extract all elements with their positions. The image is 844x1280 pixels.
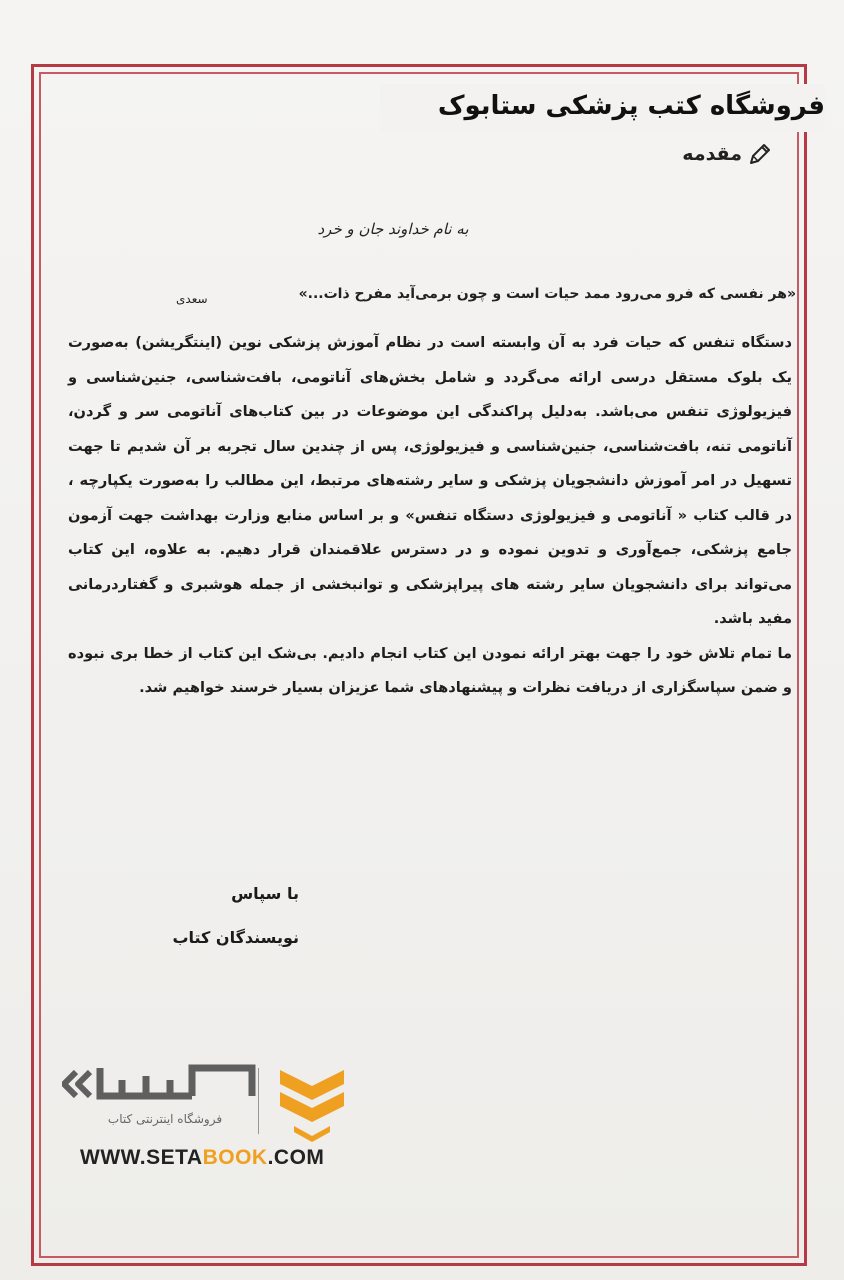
- closing-authors: نویسندگان کتاب: [172, 928, 299, 947]
- url-accent: BOOK: [202, 1146, 268, 1169]
- url-part: .COM: [267, 1146, 325, 1169]
- website-url: [80, 1146, 324, 1170]
- paragraph: ما تمام تلاش خود را جهت بهتر ارائه نمودن این کتاب انجام دادیم. بی‌شک این کتاب از خطا بری نبوده و ضمن سپاسگزاری از دریافت نظرات و پیشنهادهای شما عزیزان بسیار خرسند خواهیم شد.: [68, 644, 792, 696]
- introduction-body: [68, 326, 792, 706]
- paragraph: دستگاه تنفس که حیات فرد به آن وابسته است در نظام آموزش پزشکی نوین (اینتگریشن) به‌صورت یک بلوک مستقل درسی ارائه می‌گردد و شامل بخش‌های آناتومی، بافت‌شناسی، جنین‌شناسی و فیزیولوژی تنفس می‌باشد. به‌دلیل پراکندگی این موضوعات در بین کتاب‌های آناتومی سر و گردن، آناتومی تنه، بافت‌شناسی، جنین‌شناسی و فیزیولوژی، پس از چندین سال تجربه بر آن شدیم تا جهت تسهیل در امر آموزش دانشجویان پزشکی و سایر رشته‌های مرتبط، این مطالب را به‌صورت یکپارچه ، در قالب کتاب « آناتومی و فیزیولوژی دستگاه تنفس» و بر اساس منابع وزارت بهداشت جهت آزمون جامع پزشکی، جمع‌آوری و تدوین نموده و در دسترس علاقمندان قرار دهیم. به علاوه، این کتاب می‌تواند برای دانشجویان سایر رشته های پیراپزشکی و توانبخشی از جمله هوشبری و گفتاردرمانی مفید باشد.: [68, 334, 792, 627]
- epigraph-quote: «هر نفسی که فرو می‌رود ممد حیات است و چون برمی‌آید مفرح ذات...»: [298, 286, 796, 302]
- epigraph-author: سعدی: [176, 292, 208, 306]
- store-title: فروشگاه کتب پزشکی ستابوک: [380, 84, 825, 132]
- setabook-logo: [62, 1062, 362, 1142]
- section-heading-label: مقدمه: [682, 143, 742, 165]
- closing-thanks: با سپاس: [231, 884, 299, 903]
- logo-divider: [258, 1068, 259, 1134]
- pencil-icon: [748, 142, 772, 166]
- invocation-line: به نام خداوند جان و خرد: [317, 220, 469, 238]
- url-part: WWW.SETA: [80, 1146, 203, 1169]
- logo-tagline: فروشگاه اینترنتی کتاب: [107, 1112, 223, 1126]
- section-heading: [682, 142, 772, 166]
